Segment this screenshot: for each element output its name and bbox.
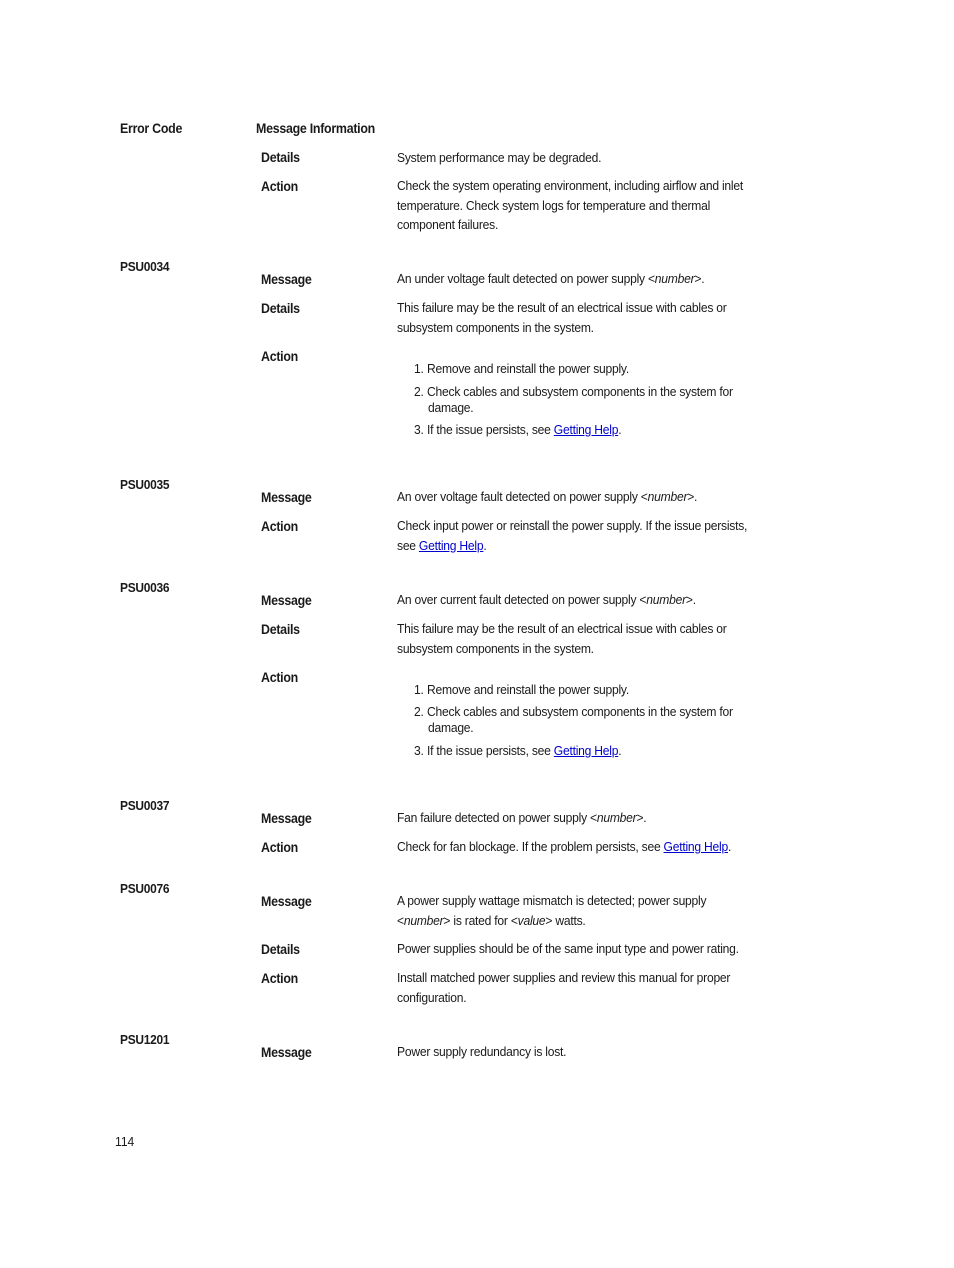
action-text: Check for fan blockage. If the problem persists, see Getting Help. xyxy=(397,839,732,854)
action-label: Action xyxy=(261,670,298,685)
message-label: Message xyxy=(261,811,312,826)
error-code: PSU0034 xyxy=(120,259,170,274)
details-text: This failure may be the result of an electrical issue with cables or subsystem components in the system. xyxy=(397,621,727,656)
message-label: Message xyxy=(261,490,312,505)
action-text: Check input power or reinstall the power supply. If the issue persists, see Getting Help. xyxy=(397,518,748,553)
page-number: 114 xyxy=(115,1134,135,1149)
error-code: PSU0076 xyxy=(120,881,170,896)
message-label: Message xyxy=(261,1045,312,1060)
getting-help-link[interactable]: Getting Help xyxy=(553,422,619,437)
message-text: Fan failure detected on power supply <number>. xyxy=(397,810,647,825)
getting-help-link[interactable]: Getting Help xyxy=(553,743,619,758)
details-text: System performance may be degraded. xyxy=(397,150,602,165)
getting-help-link[interactable]: Getting Help xyxy=(418,537,484,553)
action-label: Action xyxy=(261,349,298,364)
document-page: Error Code Message Information Details System performance may be degraded. Action Check the system operating environment, including airflow and inlet temperature. Check system logs for temperature and thermal component failures. PSU0034 Message An under voltage fault detected on power supply <number>. Details This failure may be the result of an electrical issue with cables or subsystem components in the system. Action 1. Remove and reinstall the power supply. 2. Check cables and subsystem components in the system for damage. 3. If the issue persists, see Getting Help. PSU0035 Message An over voltage fault detected on power supply <number>. Action Check input power or reinstall the power supply. If the issue persists, see Getting Help. PSU0036 Message An over current fault detected on power supply <number>. Details This failure may be the result of an electrical issue with cables or subsystem components in the system. Action 1. Remove and reinstall the power supply. 2. Check cables and subsystem components in the system for damage. 3. If the issue persists, see Getting Help. PSU0037 Message Fan failure detected on power supply <number>. Action Check for fan blockage. If the problem persists, see Getting Help. PSU0076 Message A power supply wattage mismatch is detected; power supply <number> is rated for <value> watts. Details Power supplies should be of the same input type and power rating. Action Install matched power supplies and review this manual for proper configuration. PSU1201 Message Power supply redundancy is lost. 114 xyxy=(115,121,748,1149)
details-text: Power supplies should be of the same input type and power rating. xyxy=(397,941,739,956)
list-item-continuation: damage. xyxy=(428,400,474,415)
getting-help-link[interactable]: Getting Help xyxy=(663,839,728,854)
message-text: An under voltage fault detected on power supply <number>. xyxy=(397,271,705,286)
error-code: PSU0037 xyxy=(120,798,170,813)
action-label: Action xyxy=(261,971,298,986)
details-label: Details xyxy=(261,942,300,957)
details-label: Details xyxy=(261,622,300,637)
details-text: This failure may be the result of an electrical issue with cables or subsystem components in the system. xyxy=(397,300,727,335)
column-header-message-information: Message Information xyxy=(256,121,375,136)
error-code: PSU0036 xyxy=(120,580,170,595)
message-text: A power supply wattage mismatch is detected; power supply <number> is rated for <value> watts. xyxy=(397,893,707,928)
column-header-error-code: Error Code xyxy=(120,121,183,136)
action-text: Install matched power supplies and review this manual for proper configuration. xyxy=(397,970,731,1005)
message-text: An over current fault detected on power supply <number>. xyxy=(397,592,696,607)
message-text: An over voltage fault detected on power supply <number>. xyxy=(397,489,698,504)
details-label: Details xyxy=(261,301,300,316)
action-text: Check the system operating environment, including airflow and inlet temperature. Check system logs for temperature and thermal component failures. xyxy=(397,178,743,232)
error-code: PSU1201 xyxy=(120,1032,170,1047)
message-label: Message xyxy=(261,593,312,608)
list-item-continuation: damage. xyxy=(428,720,474,735)
action-label: Action xyxy=(261,840,298,855)
error-code: PSU0035 xyxy=(120,477,170,492)
message-label: Message xyxy=(261,894,312,909)
action-label: Action xyxy=(261,519,298,534)
message-label: Message xyxy=(261,272,312,287)
details-label: Details xyxy=(261,150,300,165)
action-label: Action xyxy=(261,179,298,194)
message-text: Power supply redundancy is lost. xyxy=(397,1044,567,1059)
